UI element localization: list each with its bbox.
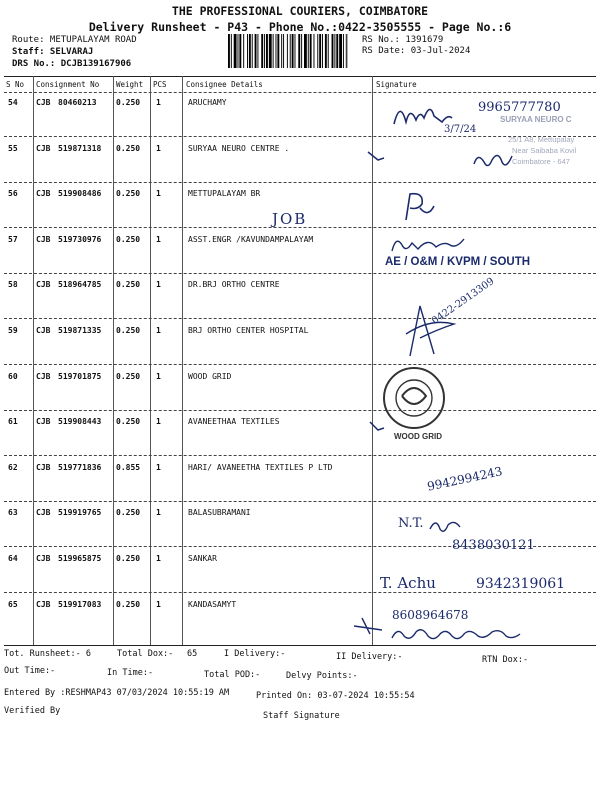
barcode-bar: [339, 34, 342, 68]
row-consignment: 519919765: [58, 508, 102, 517]
barcode-bar: [266, 34, 268, 68]
row-consignee: SANKAR: [188, 554, 217, 563]
route-info: Route: METUPALAYAM ROAD: [12, 35, 137, 45]
row-consignment: 519771836: [58, 463, 102, 472]
row-consignee: METTUPALAYAM BR: [188, 189, 261, 198]
row-consignee: BALASUBRAMANI: [188, 508, 251, 517]
column-header-pcs: PCS: [153, 80, 167, 89]
handwritten-phone: 9942994243: [426, 464, 504, 494]
barcode-bar: [334, 34, 335, 68]
row-sno: 58: [8, 280, 18, 289]
column-divider: [150, 76, 151, 646]
barcode-bar: [343, 34, 344, 68]
barcode-bar: [287, 34, 288, 68]
row-cjb-prefix: CJB: [36, 98, 51, 107]
document-title: THE PROFESSIONAL COURIERS, COIMBATORE: [171, 4, 429, 18]
total-runsheet: Tot. Runsheet:- 6: [4, 649, 91, 659]
row-pcs: 1: [156, 189, 161, 198]
row-cjb-prefix: CJB: [36, 326, 51, 335]
row-pcs: 1: [156, 463, 161, 472]
barcode-bar: [314, 34, 315, 68]
signature-scribble: [470, 146, 516, 176]
row-pcs: 1: [156, 280, 161, 289]
row-pcs: 1: [156, 326, 161, 335]
row-consignee: DR.BRJ ORTHO CENTRE: [188, 280, 280, 289]
row-weight: 0.250: [116, 372, 141, 381]
barcode-bar: [322, 34, 323, 68]
row-sno: 59: [8, 326, 18, 335]
row-consignee: KANDASAMYT: [188, 600, 237, 609]
row-pcs: 1: [156, 508, 161, 517]
barcode-bar: [277, 34, 279, 68]
row-sno: 65: [8, 600, 18, 609]
row-weight: 0.250: [116, 280, 141, 289]
row-divider: [4, 592, 596, 593]
column-header-weight: Weight: [116, 80, 144, 89]
barcode-bar: [264, 34, 265, 68]
row-weight: 0.250: [116, 326, 141, 335]
in-time: In Time:-: [107, 668, 154, 678]
stamp-label: WOOD GRID: [394, 432, 442, 441]
barcode-bar: [328, 34, 329, 68]
row-weight: 0.855: [116, 463, 141, 472]
faded-stamp-text: Coimbatore - 647: [512, 157, 570, 166]
row-cjb-prefix: CJB: [36, 235, 51, 244]
barcode-bar: [308, 34, 309, 68]
ii-delivery: II Delivery:-: [336, 652, 403, 662]
barcode-bar: [283, 34, 284, 68]
signature-mark: [352, 616, 386, 636]
signature-scribble: [388, 624, 524, 644]
row-sno: 64: [8, 554, 18, 563]
rs-number: RS No.: 1391679: [362, 35, 444, 45]
row-weight: 0.250: [116, 144, 141, 153]
barcode-bar: [269, 34, 272, 68]
row-weight: 0.250: [116, 600, 141, 609]
row-consignment: 519871335: [58, 326, 102, 335]
row-consignment: 519701875: [58, 372, 102, 381]
row-pcs: 1: [156, 235, 161, 244]
row-cjb-prefix: CJB: [36, 600, 51, 609]
barcode-bar: [290, 34, 291, 68]
barcode-bar: [228, 34, 230, 68]
row-pcs: 1: [156, 372, 161, 381]
i-delivery: I Delivery:-: [224, 649, 286, 659]
handwritten-phone: 9342319061: [476, 576, 566, 592]
column-header-consignee: Consignee Details: [186, 80, 263, 89]
barcode-bar: [292, 34, 294, 68]
barcode-bar: [257, 34, 258, 68]
column-divider: [33, 76, 34, 646]
handwritten-note: JOB: [272, 210, 308, 228]
row-weight: 0.250: [116, 508, 141, 517]
barcode-bar: [295, 34, 296, 68]
row-pcs: 1: [156, 554, 161, 563]
handwritten-name: T. Achu: [380, 574, 436, 592]
signature-scribble: [400, 190, 440, 224]
header-rule: [4, 92, 596, 93]
row-cjb-prefix: CJB: [36, 372, 51, 381]
row-sno: 54: [8, 98, 18, 107]
handwritten-phone: 0422-2913309: [430, 275, 497, 328]
barcode-bar: [336, 34, 338, 68]
barcode-bar: [281, 34, 282, 68]
row-divider: [4, 318, 596, 319]
staff-info: Staff: SELVARAJ: [12, 47, 94, 57]
column-header-sno: S No: [6, 80, 25, 89]
row-sno: 56: [8, 189, 18, 198]
row-weight: 0.250: [116, 235, 141, 244]
column-divider: [113, 76, 114, 646]
row-consignment: 519965875: [58, 554, 102, 563]
row-consignee: HARI/ AVANEETHA TEXTILES P LTD: [188, 463, 333, 472]
barcode-bar: [247, 34, 248, 68]
handwritten-phone: 8438030121: [452, 538, 535, 553]
out-time: Out Time:-: [4, 666, 56, 676]
signature-scribble: [388, 233, 468, 257]
rs-date: RS Date: 03-Jul-2024: [362, 46, 471, 56]
row-cjb-prefix: CJB: [36, 280, 51, 289]
signature-mark: [368, 420, 386, 434]
signature-scribble: [428, 515, 462, 537]
handwritten-phone: 8608964678: [392, 608, 469, 622]
row-cjb-prefix: CJB: [36, 417, 51, 426]
row-consignment: 518964785: [58, 280, 102, 289]
row-consignee: AVANEETHAA TEXTILES: [188, 417, 280, 426]
row-pcs: 1: [156, 98, 161, 107]
row-sno: 57: [8, 235, 18, 244]
wood-grid-stamp-icon: [382, 366, 446, 430]
row-sno: 62: [8, 463, 18, 472]
entered-by: Entered By :RESHMAP43 07/03/2024 10:55:19 AM: [4, 688, 230, 698]
verified-by: Verified By: [4, 706, 61, 716]
total-dox-value: 65: [187, 649, 198, 659]
row-consignment: 80460213: [58, 98, 97, 107]
column-header-consignment: Consignment No: [36, 80, 100, 89]
column-divider: [182, 76, 183, 646]
barcode-bar: [261, 34, 263, 68]
handwritten-phone: 9965777780: [478, 100, 561, 115]
row-consignment: 519908486: [58, 189, 102, 198]
row-consignee: SURYAA NEURO CENTRE .: [188, 144, 290, 153]
barcode-bar: [310, 34, 312, 68]
row-divider: [4, 273, 596, 274]
row-divider: [4, 410, 596, 411]
table-bottom-rule: [4, 645, 596, 646]
row-weight: 0.250: [116, 189, 141, 198]
printed-on: Printed On: 03-07-2024 10:55:54: [256, 691, 415, 701]
row-weight: 0.250: [116, 554, 141, 563]
barcode-bar: [276, 34, 277, 68]
row-divider: [4, 182, 596, 183]
drs-number: DRS No.: DCJB139167906: [12, 59, 132, 69]
handwritten-name: N.T.: [398, 516, 424, 531]
row-sno: 60: [8, 372, 18, 381]
total-dox-label: Total Dox:-: [117, 649, 174, 659]
signature-mark: [366, 148, 386, 164]
row-sno: 55: [8, 144, 18, 153]
barcode-bar: [273, 34, 274, 68]
row-consignment: 519908443: [58, 417, 102, 426]
row-pcs: 1: [156, 417, 161, 426]
row-consignment: 519917083: [58, 600, 102, 609]
row-cjb-prefix: CJB: [36, 189, 51, 198]
staff-signature: Staff Signature: [263, 711, 340, 721]
total-pod: Total POD:-: [204, 670, 261, 680]
barcode-image: [228, 34, 348, 68]
barcode-bar: [319, 34, 321, 68]
barcode-bar: [301, 34, 302, 68]
barcode-bar: [239, 34, 241, 68]
row-divider: [4, 364, 596, 365]
barcode-bar: [243, 34, 244, 68]
table-top-rule: [4, 76, 596, 77]
row-cjb-prefix: CJB: [36, 463, 51, 472]
handwritten-date: 3/7/24: [444, 124, 477, 135]
row-consignee: ARUCHAMY: [188, 98, 227, 107]
column-header-signature: Signature: [376, 80, 417, 89]
barcode-bar: [317, 34, 318, 68]
faded-stamp-text: 25/1 A8, Mettupalay: [508, 135, 575, 144]
faded-stamp-text: SURYAA NEURO C: [500, 115, 572, 124]
barcode-bar: [234, 34, 237, 68]
office-stamp: AE / O&M / KVPM / SOUTH: [385, 256, 531, 268]
barcode-bar: [298, 34, 300, 68]
row-cjb-prefix: CJB: [36, 144, 51, 153]
row-cjb-prefix: CJB: [36, 554, 51, 563]
delivery-points: Delvy Points:-: [286, 671, 358, 681]
barcode-bar: [238, 34, 239, 68]
row-consignment: 519871318: [58, 144, 102, 153]
row-cjb-prefix: CJB: [36, 508, 51, 517]
rtn-dox: RTN Dox:-: [482, 655, 529, 665]
row-pcs: 1: [156, 144, 161, 153]
row-consignment: 519730976: [58, 235, 102, 244]
row-consignee: BRJ ORTHO CENTER HOSPITAL: [188, 326, 309, 335]
barcode-bar: [255, 34, 257, 68]
barcode-bar: [304, 34, 307, 68]
row-sno: 61: [8, 417, 18, 426]
barcode-bar: [325, 34, 327, 68]
row-weight: 0.250: [116, 98, 141, 107]
row-consignee: ASST.ENGR /KAVUNDAMPALAYAM: [188, 235, 314, 244]
barcode-bar: [252, 34, 253, 68]
row-sno: 63: [8, 508, 18, 517]
barcode-bar: [231, 34, 232, 68]
row-weight: 0.250: [116, 417, 141, 426]
row-divider: [4, 455, 596, 456]
faded-stamp-text: Near Saibaba Kovil: [512, 146, 577, 155]
row-pcs: 1: [156, 600, 161, 609]
barcode-bar: [346, 34, 347, 68]
barcode-bar: [249, 34, 251, 68]
document-subtitle: Delivery Runsheet - P43 - Phone No.:0422-3505555 - Page No.:6: [88, 20, 512, 34]
row-divider: [4, 501, 596, 502]
barcode-bar: [332, 34, 334, 68]
row-consignee: WOOD GRID: [188, 372, 232, 381]
